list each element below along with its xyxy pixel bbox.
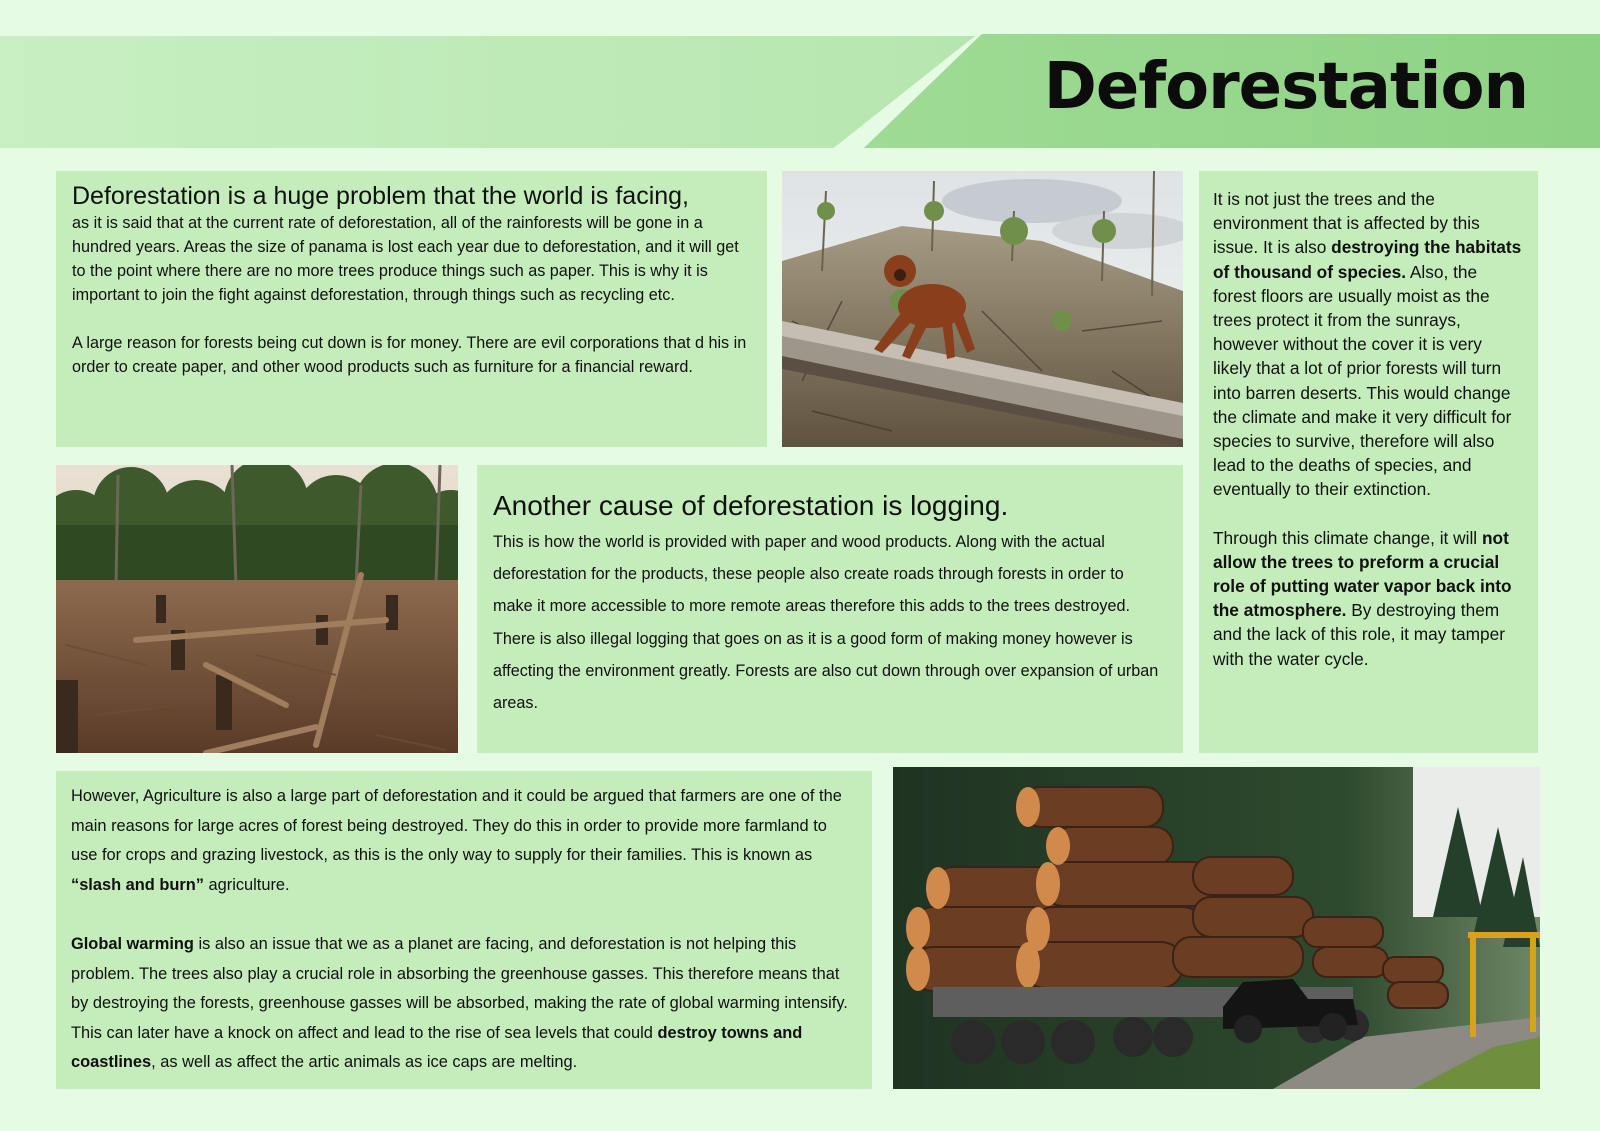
logging-paragraph: This is how the world is provided with paper and wood products. Along with the actual deforestation for the products, these people also create roads through forests in order to make it more accessible to more remote areas therefore this adds to the trees destroyed. There is also illegal logging that goes on as it is a good form of making money however is affecting the environment greatly. Forests are also cut down through over expansion of urban areas.: [493, 533, 1159, 713]
agriculture-panel: [56, 771, 872, 1089]
logging-lead: Another cause of deforestation is logging.: [493, 490, 1009, 521]
habitats-paragraph-1: It is not just the trees and the environment that is affected by this issue. It is also destroying the habitats of thousand of species. Also, the forest floors are usually moist as the trees protect it from the sunrays, however without the cover it is very likely that a lot of prior forests will turn into barren deserts. This would change the climate and make it very difficult for species to survive, therefore will also lead to the deaths of species, and eventually to their extinction.: [1213, 189, 1522, 500]
habitats-paragraph-2: Through this climate change, it will not allow the trees to preform a crucial role of putting water vapor back into the atmosphere. By destroying them and the lack of this role, it may tamper with the water cycle.: [1213, 527, 1512, 669]
logging-panel: [477, 465, 1183, 753]
intro-panel: [56, 171, 767, 447]
orangutan-on-log-photo: [782, 171, 1183, 447]
agriculture-paragraph-2: Global warming is also an issue that we as a planet are facing, and deforestation is not helping this problem. The trees also play a crucial role in absorbing the greenhouse gasses. This therefore means that by destroying the forests, greenhouse gasses will be absorbed, making the rate of global warming intensify. This can later have a knock on affect and lead to the rise of sea levels that could destroy towns and coastlines, as well as affect the artic animals as ice caps are melting.: [71, 934, 848, 1072]
header-banner-left: [0, 36, 975, 148]
intro-lead: Deforestation is a huge problem that the world is facing,: [72, 182, 690, 210]
intro-paragraph-1: as it is said that at the current rate of deforestation, all of the rainforests will be gone in a hundred years. Areas the size of panama is lost each year due to deforestation, and it will get to the point where there are no more trees produce things such as paper. This is why it is important to join the fight against deforestation, through things such as recycling etc.: [72, 214, 739, 304]
habitats-panel: [1199, 171, 1538, 753]
intro-paragraph-2: A large reason for forests being cut down is for money. There are evil corporations that d his in order to create paper, and other wood products such as furniture for a financial reward.: [72, 334, 747, 376]
page-title: Deforestation: [1043, 50, 1528, 124]
logging-trucks-photo: [893, 767, 1540, 1089]
agriculture-paragraph-1: However, Agriculture is also a large part of deforestation and it could be argued that farmers are one of the main reasons for large acres of forest being destroyed. They do this in order to provide more farmland to use for crops and grazing livestock, as this is the only way to supply for their families. This is known as “slash and burn” agriculture.: [71, 787, 842, 894]
cleared-forest-stumps-photo: [56, 465, 458, 753]
